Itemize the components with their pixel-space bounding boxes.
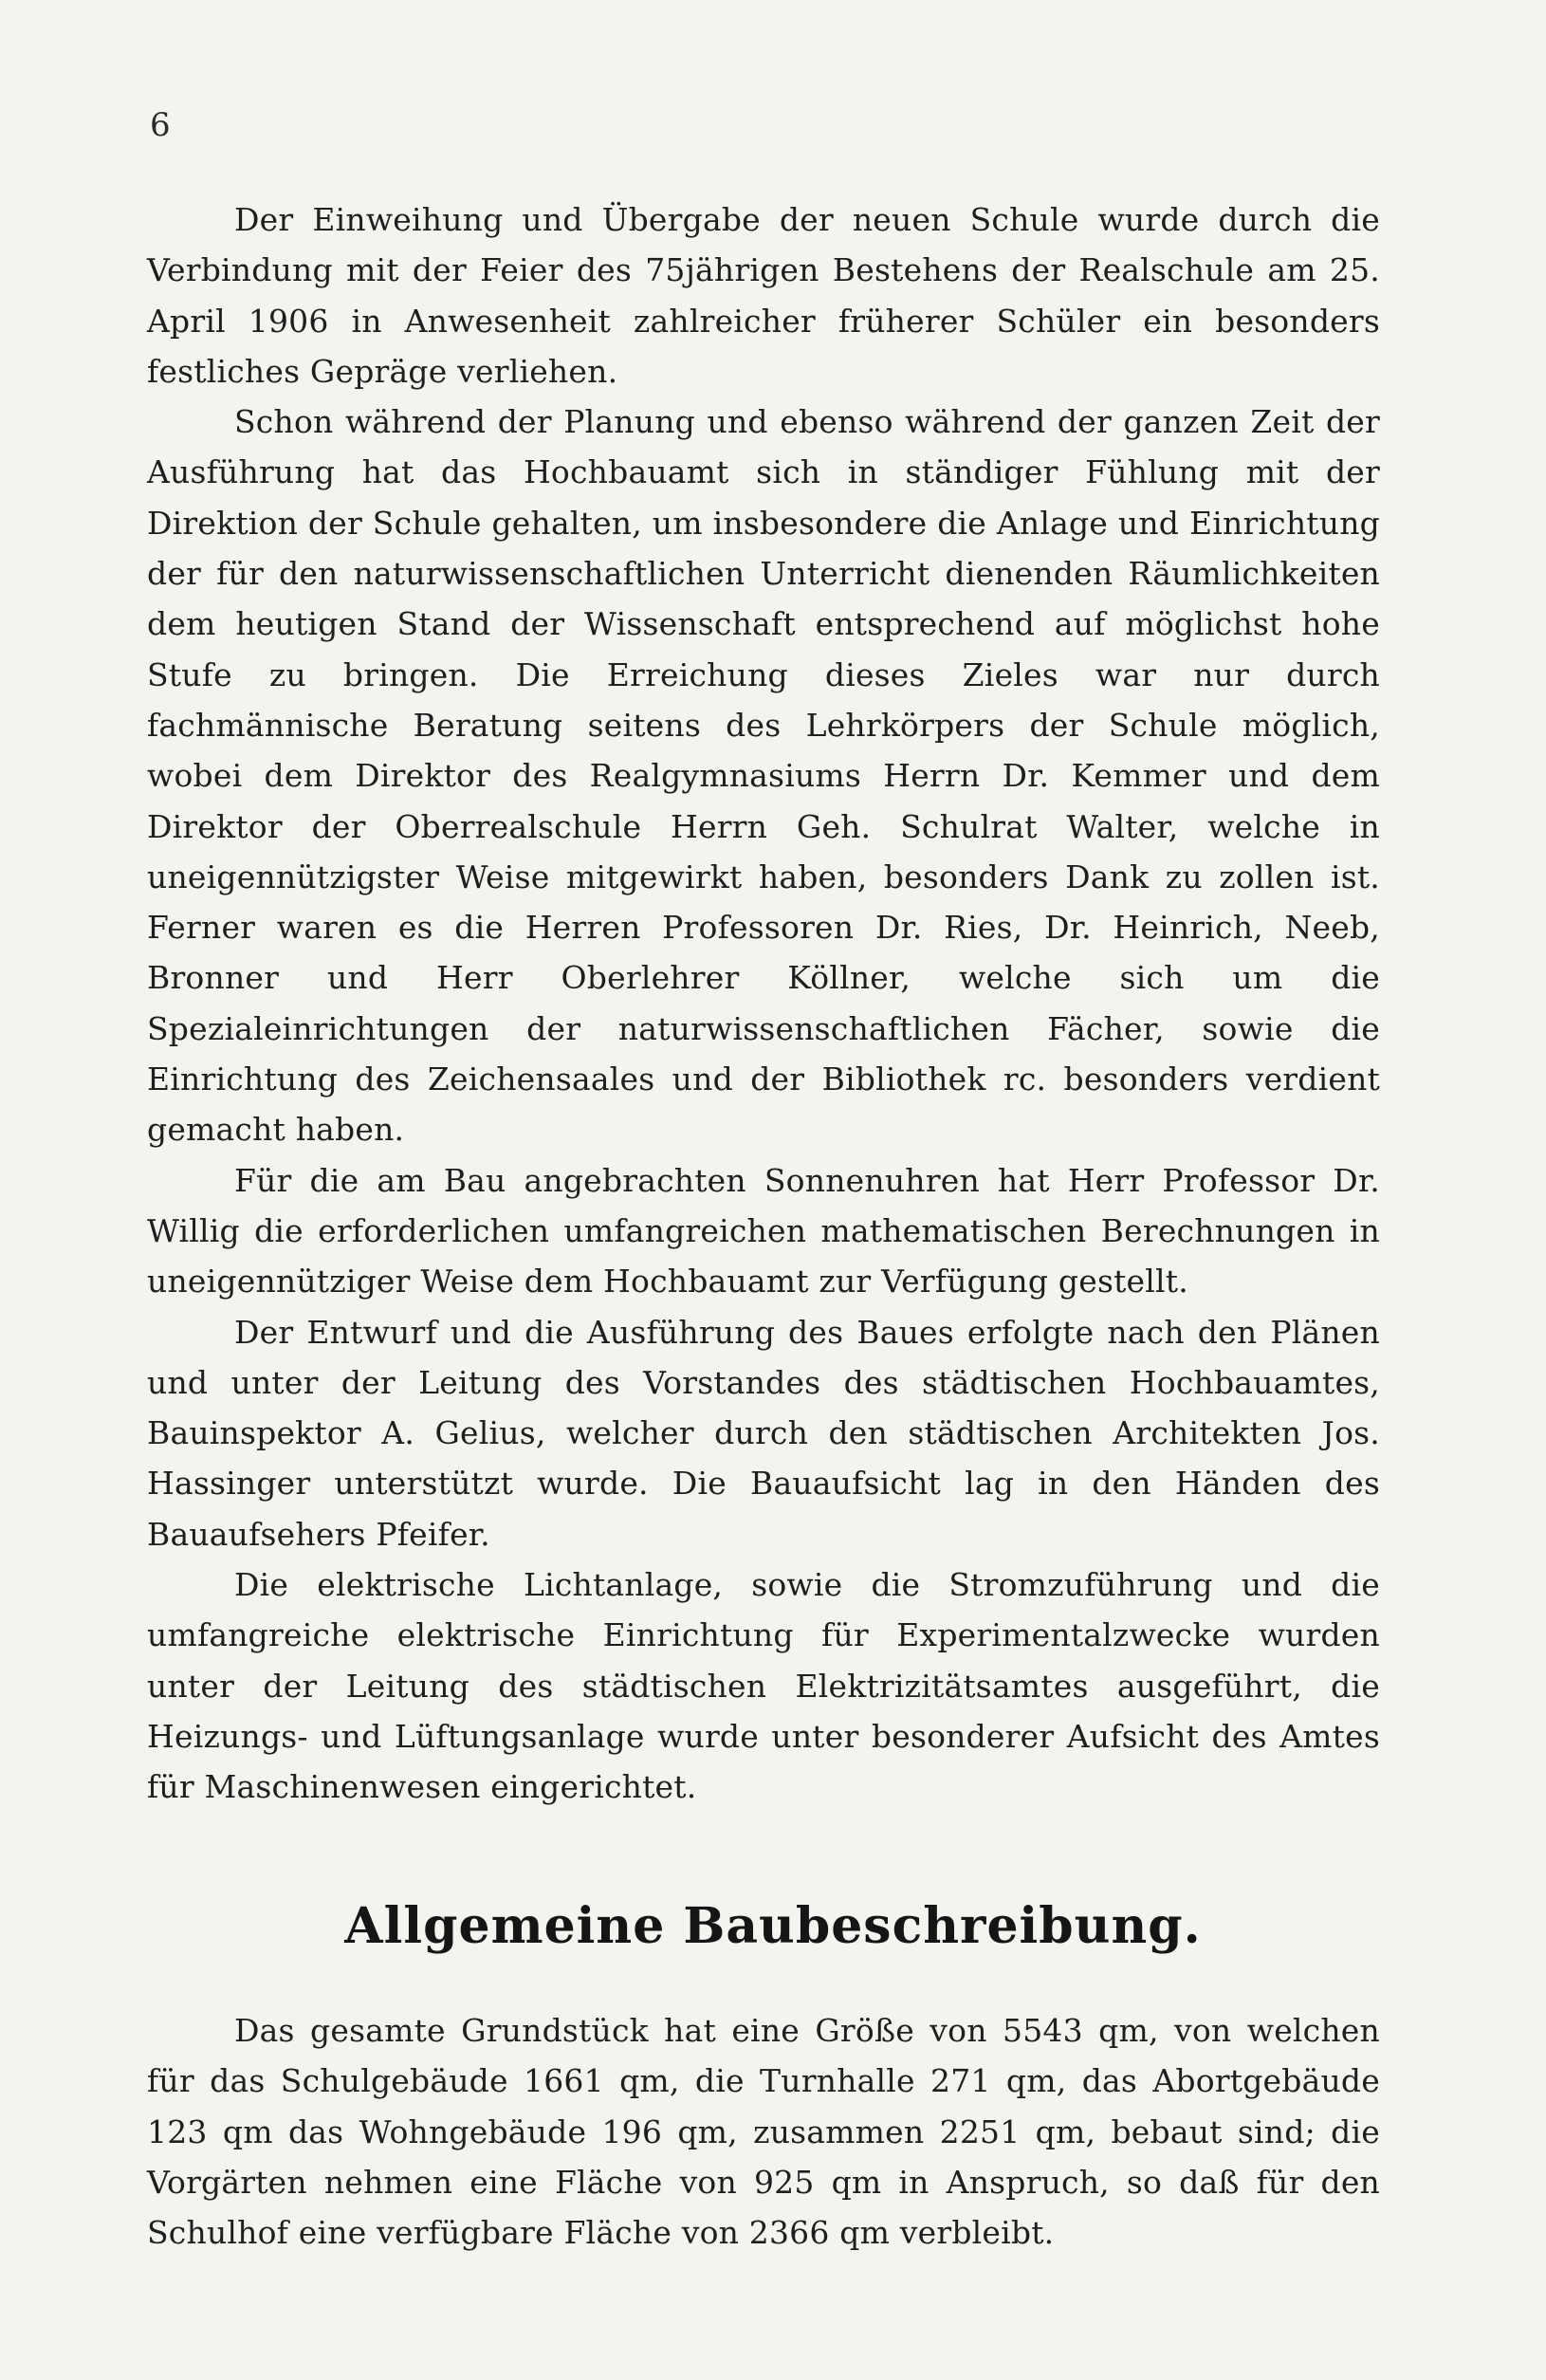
paragraph-planning: Schon während der Planung und ebenso während der ganzen Zeit der Ausführung hat das Hochbauamt sich in ständiger Fühlung mit der Direktion der Schule gehalten, um insbesondere die Anlage und Einrichtung der für den naturwissenschaftlichen Unterricht dienenden Räumlichkeiten dem heutigen Stand der Wissenschaft entsprechend auf möglichst hohe Stufe zu bringen. Die Erreichung dieses Zieles war nur durch fachmännische Beratung seitens des Lehrkörpers der Schule möglich, wobei dem Direktor des Realgymnasiums Herrn Dr. Kemmer und dem Direktor der Oberrealschule Herrn Geh. Schulrat Walter, welche in uneigennützigster Weise mitgewirkt haben, besonders Dank zu zollen ist. Ferner waren es die Herren Professoren Dr. Ries, Dr. Heinrich, Neeb, Bronner und Herr Oberlehrer Köllner, welche sich um die Spezialeinrichtungen der naturwissenschaftlichen Fächer, sowie die Einrichtung des Zeichensaales und der Bibliothek rc. besonders verdient gemacht haben.	[147, 403, 1380, 1149]
paragraph-design: Der Entwurf und die Ausführung des Baues erfolgte nach den Plänen und unter der Leitung des Vorstandes des städtischen Hochbauamtes, Bauinspektor A. Gelius, welcher durch den städtischen Architekten Jos. Hassinger unterstützt wurde. Die Bauaufsicht lag in den Händen des Bauaufsehers Pfeifer.	[147, 1313, 1380, 1553]
body-text	[147, 194, 1380, 1813]
paragraph-sundials: Für die am Bau angebrachten Sonnenuhren hat Herr Professor Dr. Willig die erforderlichen umfangreichen mathematischen Berechnungen in uneigennütziger Weise dem Hochbauamt zur Verfügung gestellt.	[147, 1161, 1380, 1301]
section-heading: Allgemeine Baubeschreibung.	[344, 1897, 1202, 1955]
paragraph-site-area: Das gesamte Grundstück hat eine Größe von 5543 qm, von welchen für das Schulgebäude 1661 qm, die Turnhalle 271 qm, das Abortgebäude 123 qm das Wohngebäude 196 qm, zusammen 2251 qm, bebaut sind; die Vorgärten nehmen eine Fläche von 925 qm in Anspruch, so daß für den Schulhof eine verfügbare Fläche von 2366 qm verbleibt.	[147, 2012, 1380, 2252]
paragraph-dedication: Der Einweihung und Übergabe der neuen Schule wurde durch die Verbindung mit der Feier des 75jährigen Bestehens der Realschule am 25. April 1906 in Anwesenheit zahlreicher früherer Schüler ein besonders festliches Gepräge verliehen.	[147, 201, 1380, 390]
paragraph-electrical: Die elektrische Lichtanlage, sowie die Stromzuführung und die umfangreiche elektrische Einrichtung für Experimentalzwecke wurden unter der Leitung des städtischen Elektrizitätsamtes ausgeführt, die Heizungs- und Lüftungsanlage wurde unter besonderer Aufsicht des Amtes für Maschinenwesen eingerichtet.	[147, 1566, 1380, 1806]
page-number: 6	[150, 106, 171, 144]
section-body-text	[147, 2005, 1380, 2258]
